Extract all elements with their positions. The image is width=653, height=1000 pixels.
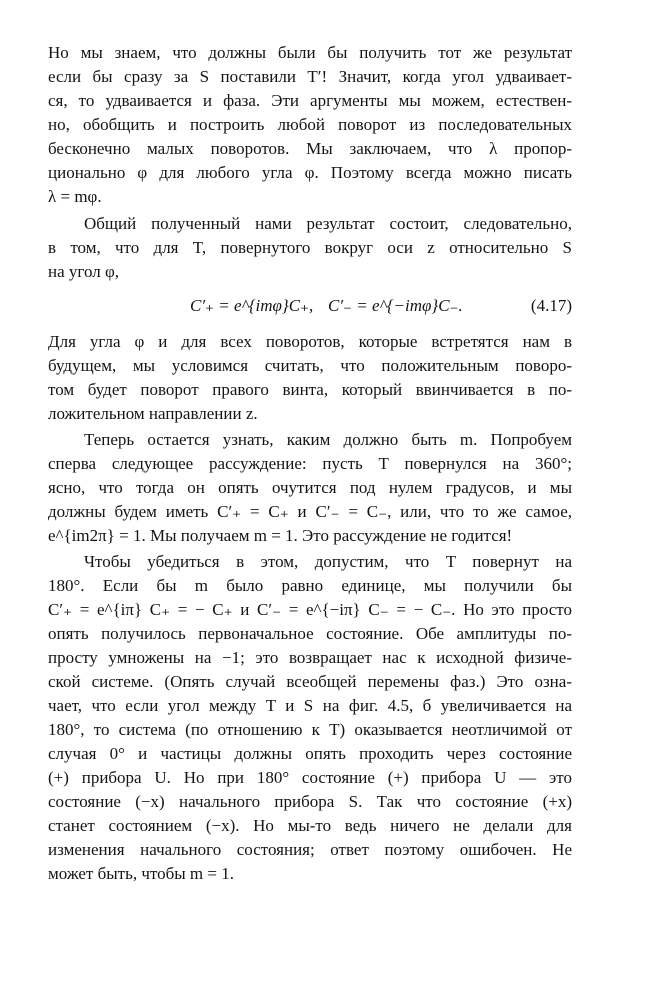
equation-417-left: C′₊ = e^{imφ}C₊,	[190, 296, 314, 315]
text-line: том будет поворот правого винта, который ввинчивается в по-	[48, 380, 572, 399]
text-line: ясно, что тогда он опять очутится под нулем градусов, и мы	[48, 478, 572, 497]
equation-number: (4.17)	[530, 296, 572, 315]
text-line: Чтобы убедиться в этом, допустим, что T повернут на	[84, 552, 572, 571]
text-line: Но мы знаем, что должны были бы получить тот же результат	[48, 43, 572, 62]
text-line: ся, то удваивается и фаза. Эти аргументы мы можем, естествен-	[48, 91, 572, 110]
text-line: опять получилось первоначальное состояние. Обе амплитуды по-	[48, 624, 572, 643]
text-line: сперва следующее рассуждение: пусть T повернулся на 360°;	[48, 454, 572, 473]
text-line: (+) прибора U. Но при 180° состояние (+) прибора U — это	[48, 768, 572, 787]
text-line: e^{im2π} = 1. Мы получаем m = 1. Это рассуждение не годится!	[48, 526, 513, 545]
text-line: ской системе. (Опять случай всеобщей перемены фаз.) Это озна-	[48, 672, 572, 691]
text-line: 180°. Если бы m было равно единице, мы получили бы	[48, 576, 572, 595]
text-line: если бы сразу за S поставили T′! Значит, когда угол удваивает-	[48, 67, 572, 86]
text-line: станет состоянием (−x). Но мы-то ведь ничего не делали для	[48, 816, 572, 835]
text-line: Для угла φ и для всех поворотов, которые встретятся нам в	[48, 332, 572, 351]
text-line: будущем, мы условимся считать, что положительным поворо-	[48, 356, 572, 375]
text-line: состояние (−x) начального прибора S. Так что состояние (+x)	[48, 792, 572, 811]
text-line: 180°, то система (по отношению к T) оказывается неотличимой от	[48, 720, 572, 739]
text-line: Общий полученный нами результат состоит, следовательно,	[84, 214, 572, 233]
text-line: должны будем иметь C′₊ = C₊ и C′₋ = C₋, или, что то же самое,	[48, 502, 572, 521]
text-line: λ = mφ.	[48, 187, 102, 206]
text-line: но, обобщить и построить любой поворот из последовательных	[48, 115, 572, 134]
text-line: бесконечно малых поворотов. Мы заключаем, что λ пропор-	[48, 139, 572, 158]
text-line: в том, что для T, повернутого вокруг оси z относительно S	[48, 238, 572, 257]
text-line: на угол φ,	[48, 262, 120, 281]
equation-417-right: C′₋ = e^{−imφ}C₋.	[328, 296, 463, 315]
text-line: просту умножены на −1; это возвращает нас к исходной физиче-	[48, 648, 572, 667]
text-line: Теперь остается узнать, каким должно быть m. Попробуем	[84, 430, 572, 449]
text-line: чает, что если угол между T и S на фиг. 4.5, б увеличивается на	[48, 696, 572, 715]
text-line: C′₊ = e^{iπ} C₊ = − C₊ и C′₋ = e^{−iπ} C₋ = − C₋. Но это просто	[48, 600, 572, 619]
text-line: ложительном направлении z.	[48, 404, 258, 423]
text-line: изменения начального состояния; ответ поэтому ошибочен. Не	[48, 840, 572, 859]
text-line: может быть, чтобы m = 1.	[48, 864, 234, 883]
text-line: ционально φ для любого угла φ. Поэтому всегда можно писать	[48, 163, 572, 182]
text-line: случая 0° и частицы должны опять проходить через состояние	[48, 744, 572, 763]
